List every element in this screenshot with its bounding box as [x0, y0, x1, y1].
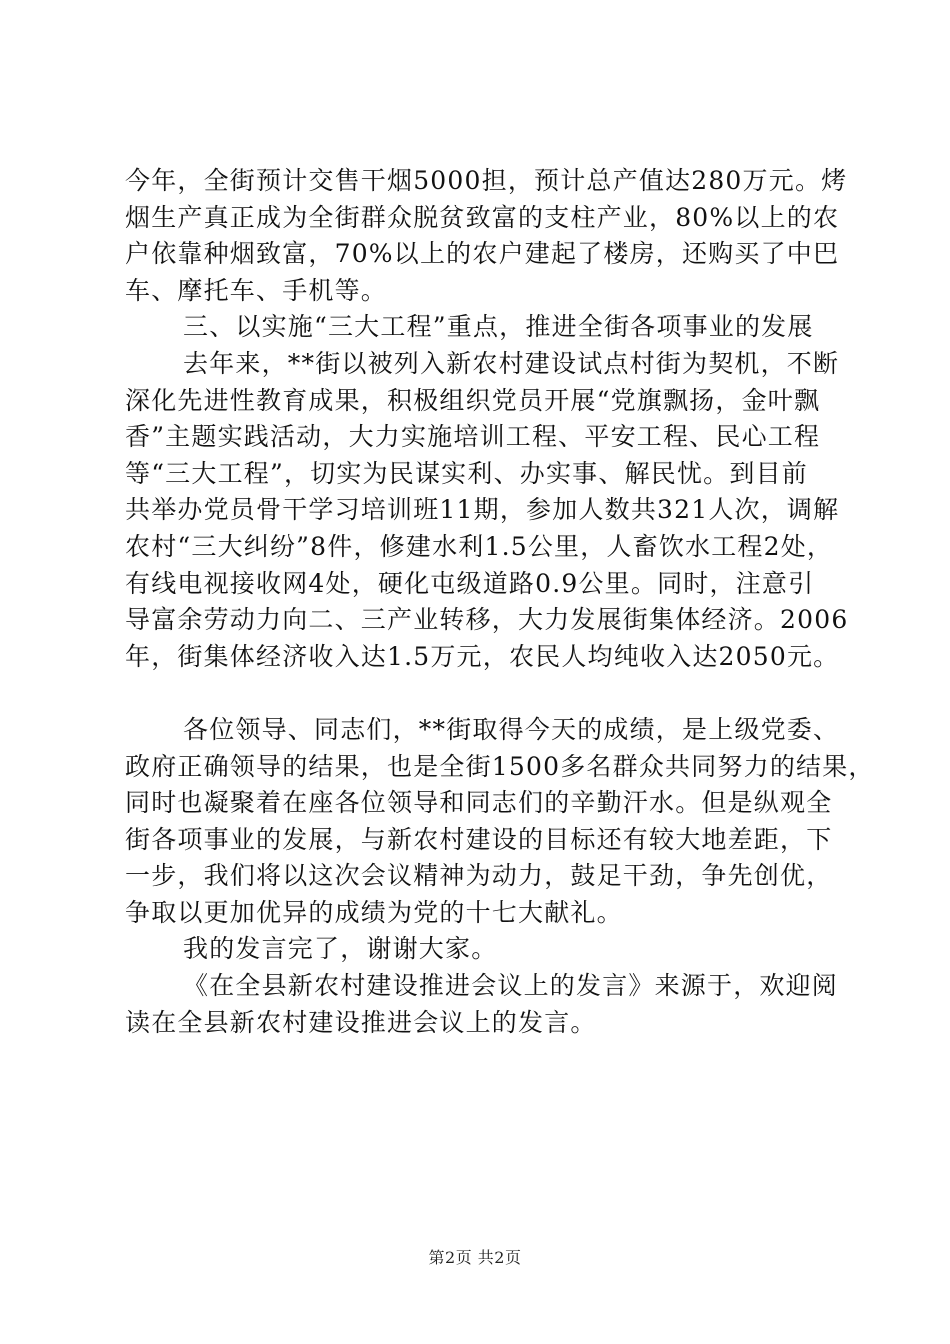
text-line: 政府正确领导的结果，也是全街1500多名群众共同努力的结果，	[125, 751, 875, 781]
page-number-footer: 第2页 共2页	[428, 1248, 522, 1267]
text-line: 车、摩托车、手机等。	[125, 275, 388, 305]
closing-remark: 我的发言完了，谢谢大家。	[183, 934, 498, 964]
text-line: 香”主题实践活动，大力实施培训工程、平安工程、民心工程	[125, 422, 821, 452]
text-line: 各位领导、同志们，**街取得今天的成绩，是上级党委、	[183, 714, 840, 744]
text-line: 同时也凝聚着在座各位领导和同志们的辛勤汗水。但是纵观全	[125, 788, 833, 818]
source-note	[125, 968, 839, 1041]
text-line: 农村“三大纠纷”8件，修建水利1.5公里，人畜饮水工程2处，	[125, 531, 834, 561]
text-line: 等“三大工程”，切实为民谋实利、办实事、解民忧。到目前	[125, 458, 808, 488]
paragraph-spacer	[125, 675, 835, 712]
section-heading: 三、以实施“三大工程”重点，推进全街各项事业的发展	[183, 312, 814, 342]
text-line: 导富余劳动力向二、三产业转移，大力发展街集体经济。2006	[125, 605, 849, 635]
paragraph-tobacco-output	[125, 163, 848, 309]
text-line: 有线电视接收网4处，硬化屯级道路0.9公里。同时，注意引	[125, 568, 815, 598]
paragraph-three-projects	[125, 346, 849, 675]
text-line: 去年来，**街以被列入新农村建设试点村街为契机，不断	[183, 348, 840, 378]
text-line: 烟生产真正成为全街群众脱贫致富的支柱产业，80%以上的农	[125, 202, 840, 232]
text-line: 共举办党员骨干学习培训班11期，参加人数共321人次，调解	[125, 495, 840, 525]
text-line: 深化先进性教育成果，积极组织党员开展“党旗飘扬，金叶飘	[125, 385, 821, 415]
text-line: 今年，全街预计交售干烟5000担，预计总产值达280万元。烤	[125, 166, 848, 195]
text-line: 一步，我们将以这次会议精神为动力，鼓足干劲，争先创优，	[125, 861, 833, 891]
document-body	[125, 163, 875, 1041]
text-line: 读在全县新农村建设推进会议上的发言。	[125, 1007, 597, 1037]
text-line: 《在全县新农村建设推进会议上的发言》来源于，欢迎阅	[183, 971, 839, 1001]
text-line: 街各项事业的发展，与新农村建设的目标还有较大地差距，下	[125, 824, 833, 854]
text-line: 年，街集体经济收入达1.5万元，农民人均纯收入达2050元。	[125, 641, 840, 671]
paragraph-acknowledgement	[125, 712, 875, 932]
text-line: 户依靠种烟致富，70%以上的农户建起了楼房，还购买了中巴	[125, 239, 840, 269]
text-line: 争取以更加优异的成绩为党的十七大献礼。	[125, 897, 623, 927]
